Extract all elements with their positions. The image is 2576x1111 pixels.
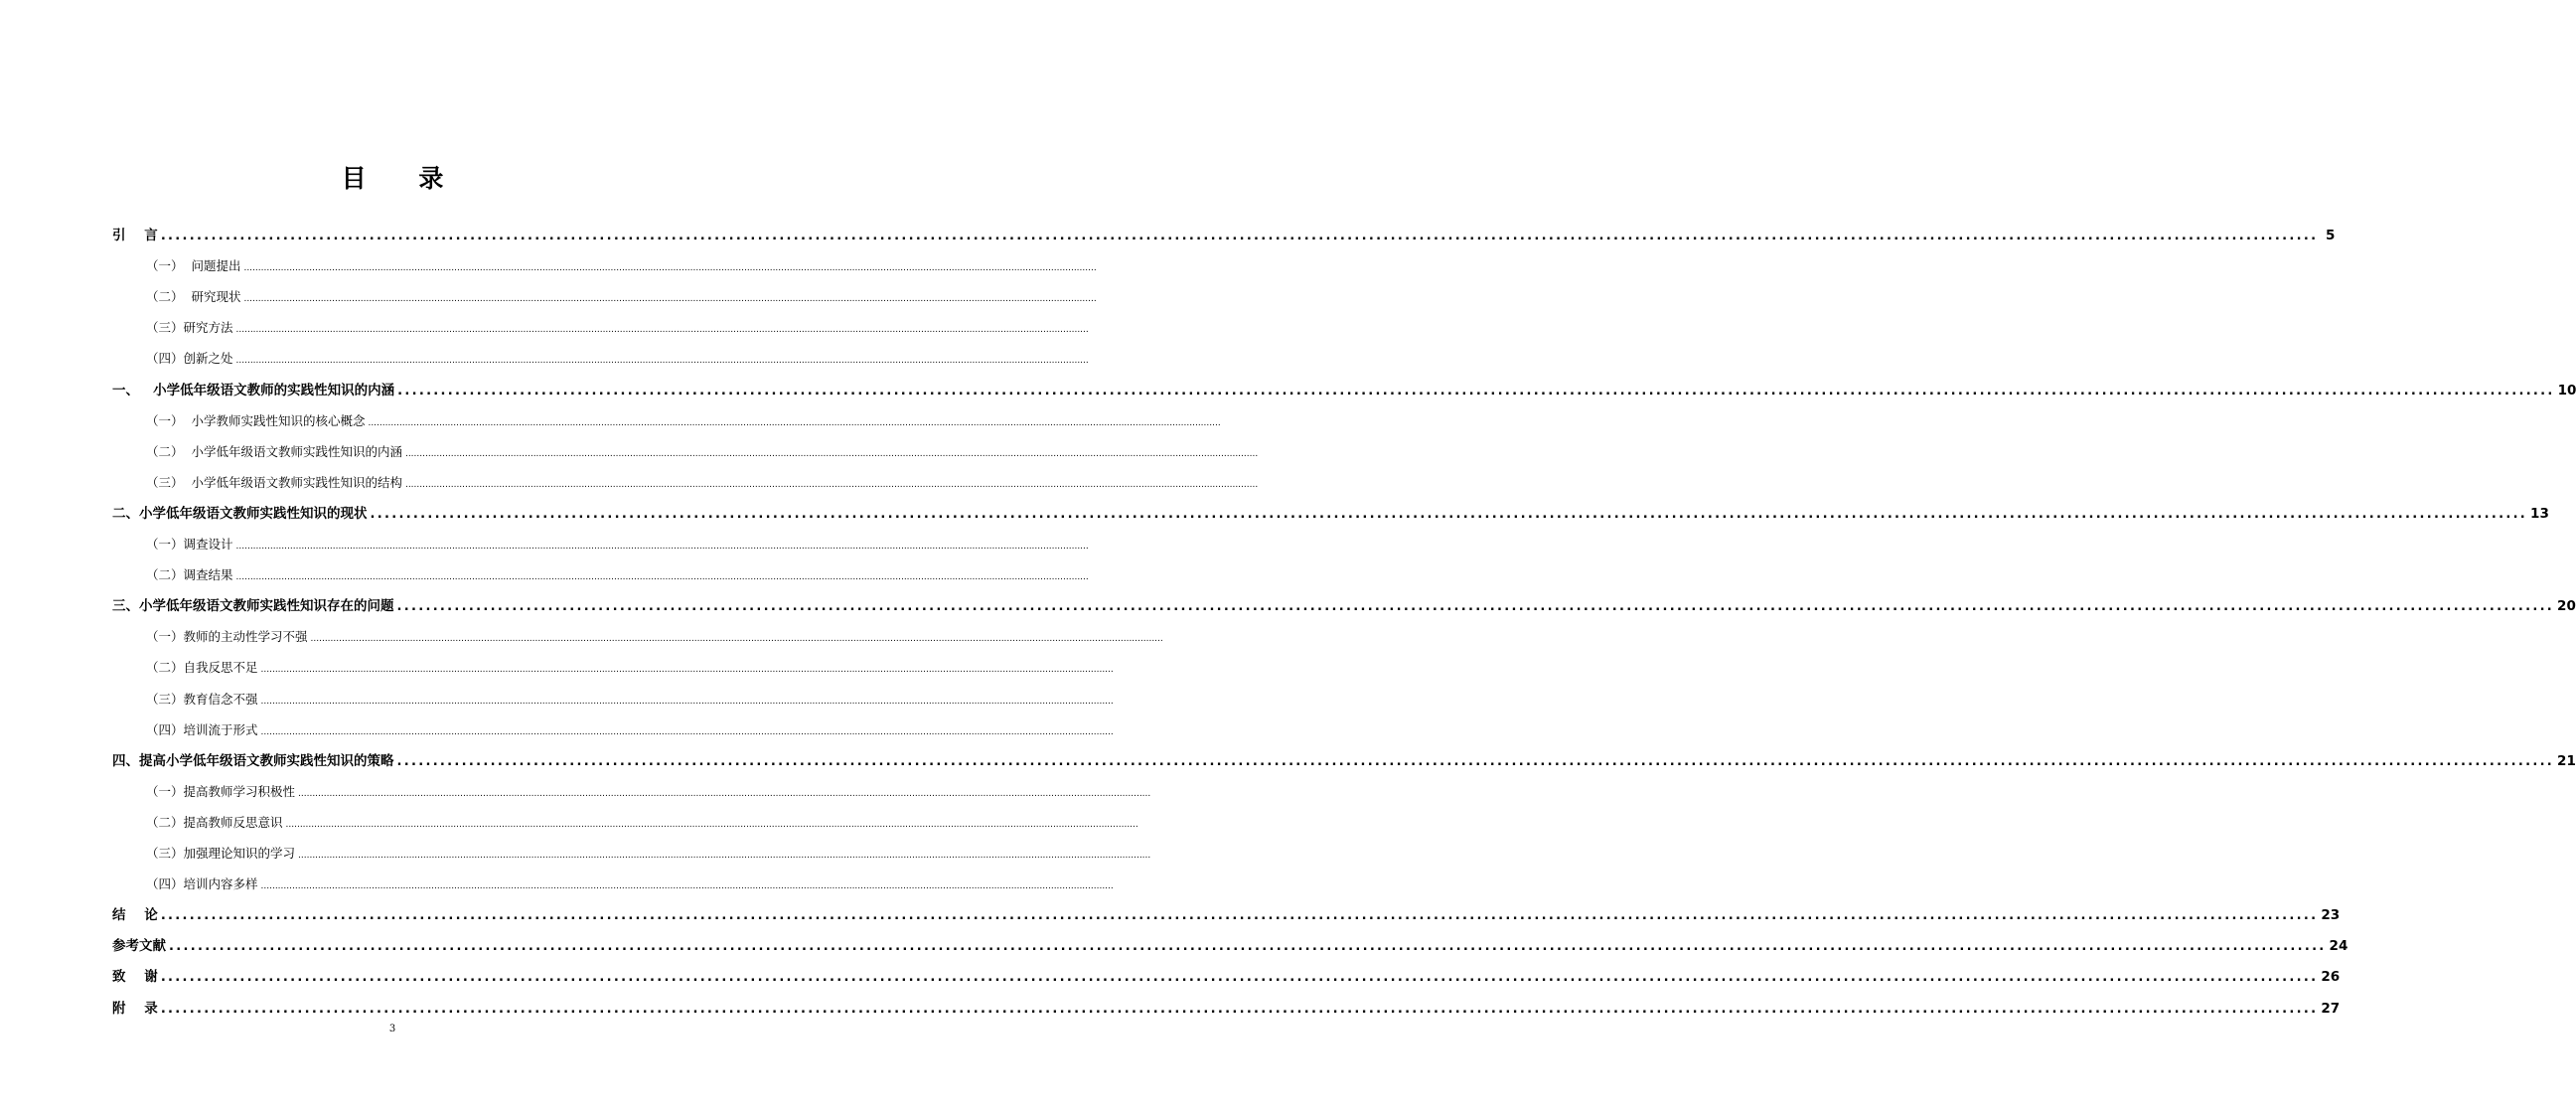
toc-leader-dots: ............................................................................................................................................................................................................................................................................................................: [260, 726, 1114, 737]
toc-page-number: 5: [2325, 228, 2336, 243]
toc-section-entry[interactable]: [146, 839, 1151, 869]
toc-page-number: 10: [2557, 382, 2576, 398]
page-number: 3: [388, 1024, 396, 1034]
toc-leader-dots: ............................................................................................................................................................................................................................................................................................................: [160, 229, 2319, 243]
toc-leader-dots: ............................................................................................................................................................................................................................................................................................................: [235, 572, 1089, 583]
toc-entry-label: （三）研究方法: [146, 320, 233, 336]
toc-section-entry[interactable]: [146, 282, 1097, 312]
toc-entry-label: （三） 小学低年级语文教师实践性知识的结构: [146, 474, 402, 490]
toc-entry-label: （四）创新之处: [146, 351, 233, 367]
toc-entry-label: 一、 小学低年级语文教师的实践性知识的内涵: [112, 382, 395, 398]
toc-entry-label: 引 言: [112, 228, 158, 243]
toc-entry-label: 致 谢: [112, 969, 158, 986]
toc-section-entry[interactable]: [146, 777, 1151, 807]
toc-section-entry[interactable]: [146, 251, 1097, 281]
toc-page-number: 20: [2557, 598, 2576, 615]
toc-leader-dots: ............................................................................................................................................................................................................................................................................................................: [370, 506, 2528, 522]
toc-section-entry[interactable]: [146, 344, 1089, 374]
toc-leader-dots: ............................................................................................................................................................................................................................................................................................................: [160, 970, 2319, 986]
toc-leader-dots: ............................................................................................................................................................................................................................................................................................................: [260, 881, 1114, 892]
toc-entry-label: （一）提高教师学习积极性: [146, 783, 296, 799]
toc-entry-label: （三）教育信念不强: [146, 691, 258, 707]
toc-leader-dots: ............................................................................................................................................................................................................................................................................................................: [404, 479, 1259, 490]
toc-chapter-entry[interactable]: [112, 499, 2549, 529]
toc-leader-dots: ............................................................................................................................................................................................................................................................................................................: [235, 325, 1089, 336]
toc-leader-dots: ............................................................................................................................................................................................................................................................................................................: [160, 1001, 2319, 1017]
toc-chapter-entry[interactable]: [112, 591, 2576, 621]
toc-entry-label: （四）培训内容多样: [146, 876, 258, 892]
toc-entry-label: （一） 小学教师实践性知识的核心概念: [146, 412, 366, 428]
toc-entry-label: （一）教师的主动性学习不强: [146, 629, 308, 645]
toc-entry-label: 三、小学低年级语文教师实践性知识存在的问题: [112, 598, 394, 615]
toc-entry-label: （三）加强理论知识的学习: [146, 846, 296, 861]
toc-section-entry[interactable]: [146, 715, 1114, 745]
toc-entry-label: 参考文献: [112, 938, 166, 955]
toc-leader-dots: ............................................................................................................................................................................................................................................................................................................: [243, 263, 1097, 274]
toc-entry-label: （一）调查设计: [146, 537, 233, 552]
toc-section-entry[interactable]: [146, 622, 1163, 652]
toc-leader-dots: ............................................................................................................................................................................................................................................................................................................: [169, 939, 2327, 955]
toc-section-entry[interactable]: [146, 406, 1221, 436]
toc-chapter-entry[interactable]: [112, 931, 2349, 961]
toc-entry-label: （二）提高教师反思意识: [146, 814, 283, 830]
toc-leader-dots: ............................................................................................................................................................................................................................................................................................................: [235, 542, 1089, 552]
toc-page-number: 24: [2329, 938, 2349, 955]
toc-entry-label: （二） 研究现状: [146, 289, 241, 305]
toc-entry-label: （一） 问题提出: [146, 258, 241, 274]
toc-entry-label: （四）培训流于形式: [146, 721, 258, 737]
toc-entry-label: （二）调查结果: [146, 567, 233, 583]
toc-leader-dots: ............................................................................................................................................................................................................................................................................................................: [260, 665, 1114, 676]
toc-section-entry[interactable]: [146, 560, 1089, 590]
toc-page-number: 13: [2530, 505, 2549, 522]
toc-leader-dots: ............................................................................................................................................................................................................................................................................................................: [368, 417, 1221, 428]
toc-section-entry[interactable]: [146, 530, 1089, 559]
toc-section-entry[interactable]: [146, 870, 1114, 899]
toc-leader-dots: ............................................................................................................................................................................................................................................................................................................: [298, 851, 1151, 861]
toc-leader-dots: ............................................................................................................................................................................................................................................................................................................: [396, 599, 2555, 615]
toc-section-entry[interactable]: [146, 468, 1259, 498]
toc-leader-dots: ............................................................................................................................................................................................................................................................................................................: [260, 696, 1114, 707]
toc-page-number: 27: [2321, 1000, 2341, 1017]
toc-page-number: 23: [2321, 907, 2341, 924]
toc-chapter-entry[interactable]: [112, 994, 2341, 1024]
toc-section-entry[interactable]: [146, 437, 1259, 467]
toc-leader-dots: ............................................................................................................................................................................................................................................................................................................: [298, 788, 1151, 799]
toc-section-entry[interactable]: [146, 808, 1138, 838]
page-title: 目 录: [341, 164, 466, 193]
toc-entry-label: 结 论: [112, 907, 158, 924]
toc-entry-label: （二）自我反思不足: [146, 660, 258, 676]
toc-entry-label: 附 录: [112, 1000, 158, 1017]
toc-leader-dots: ............................................................................................................................................................................................................................................................................................................: [310, 634, 1163, 645]
toc-chapter-entry[interactable]: [112, 962, 2341, 992]
toc-leader-dots: ............................................................................................................................................................................................................................................................................................................: [397, 383, 2555, 398]
toc-chapter-entry[interactable]: [112, 900, 2341, 930]
toc-chapter-entry[interactable]: [112, 221, 2336, 250]
toc-leader-dots: ............................................................................................................................................................................................................................................................................................................: [235, 356, 1089, 367]
toc-chapter-entry[interactable]: [112, 376, 2576, 405]
toc-entry-label: （二） 小学低年级语文教师实践性知识的内涵: [146, 443, 402, 459]
toc-page-number: 21: [2557, 752, 2576, 769]
toc-leader-dots: ............................................................................................................................................................................................................................................................................................................: [396, 753, 2555, 769]
toc-entry-label: 四、提高小学低年级语文教师实践性知识的策略: [112, 752, 394, 769]
toc-leader-dots: ............................................................................................................................................................................................................................................................................................................: [404, 448, 1259, 459]
toc-leader-dots: ............................................................................................................................................................................................................................................................................................................: [243, 294, 1097, 305]
toc-leader-dots: ............................................................................................................................................................................................................................................................................................................: [160, 908, 2319, 924]
toc-section-entry[interactable]: [146, 313, 1089, 343]
toc-page-number: 26: [2321, 969, 2341, 986]
toc-leader-dots: ............................................................................................................................................................................................................................................................................................................: [285, 819, 1138, 830]
toc-entry-label: 二、小学低年级语文教师实践性知识的现状: [112, 505, 368, 522]
toc-section-entry[interactable]: [146, 685, 1114, 714]
toc-section-entry[interactable]: [146, 653, 1114, 683]
toc-chapter-entry[interactable]: [112, 746, 2576, 776]
